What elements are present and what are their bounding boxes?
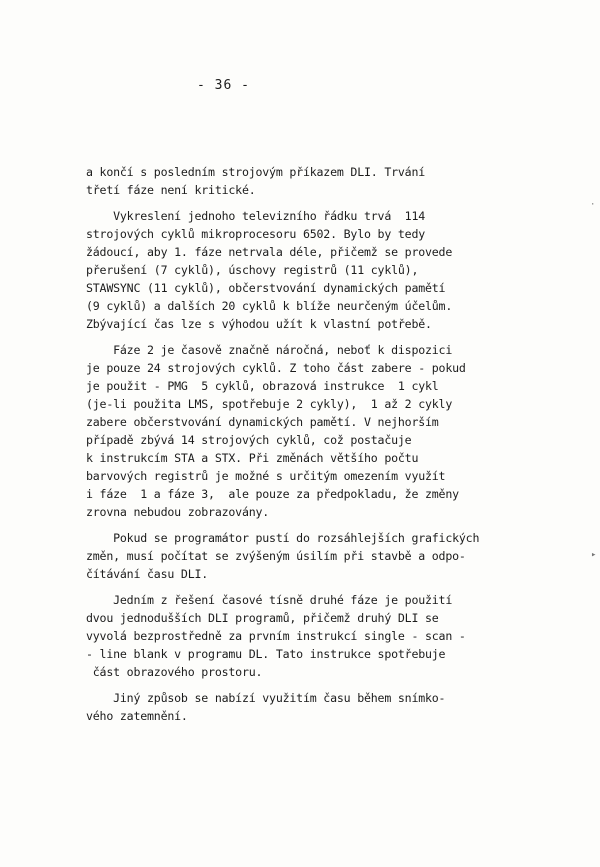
- text-line: čítávání času DLI.: [86, 567, 209, 581]
- text-line: vého zatemnění.: [86, 709, 188, 723]
- text-line: je pouze 24 strojových cyklů. Z toho část zabere - pokud: [86, 361, 466, 375]
- text-line: část obrazového prostoru.: [86, 665, 263, 679]
- text-line: STAWSYNC (11 cyklů), občerstvování dynamických pamětí: [86, 281, 446, 295]
- text-line: Vykreslení jednoho televizního řádku trvá 114: [86, 209, 426, 223]
- text-line: přerušení (7 cyklů), úschovy registrů (11 cyklů),: [86, 263, 419, 277]
- text-line: k instrukcím STA a STX. Při změnách většího počtu: [86, 451, 419, 465]
- text-line: (je-li použita LMS, spotřebuje 2 cykly), 1 až 2 cykly: [86, 397, 453, 411]
- text-line: změn, musí počítat se zvýšeným úsilím při stavbě a odpo-: [86, 549, 466, 563]
- page-number: - 36 -: [197, 78, 250, 93]
- text-line: Jiný způsob se nabízí využitím času během snímko-: [86, 691, 446, 705]
- text-line: Pokud se programátor pustí do rozsáhlejších grafických: [86, 531, 480, 545]
- text-line: vyvolá bezprostředně za prvním instrukcí single - scan -: [86, 629, 466, 643]
- text-line: (9 cyklů) a dalších 20 cyklů k blíže neurčeným účelům.: [86, 299, 453, 313]
- text-line: - line blank v programu DL. Tato instrukce spotřebuje: [86, 647, 446, 661]
- text-line: Zbývající čas lze s výhodou užít k vlastní potřebě.: [86, 317, 432, 331]
- text-line: třetí fáze není kritické.: [86, 183, 256, 197]
- text-line: strojových cyklů mikroprocesoru 6502. Bylo by tedy: [86, 227, 426, 241]
- text-line: a končí s posledním strojovým příkazem DLI. Trvání: [86, 165, 426, 179]
- text-line: i fáze 1 a fáze 3, ale pouze za předpokladu, že změny: [86, 487, 459, 501]
- margin-mark: ▸: [591, 550, 597, 560]
- text-line: žádoucí, aby 1. fáze netrvala déle, přičemž se provede: [86, 245, 453, 259]
- text-line: případě zbývá 14 strojových cyklů, což postačuje: [86, 433, 412, 447]
- text-line: zrovna nebudou zobrazovány.: [86, 505, 270, 519]
- text-line: barvových registrů je možné s určitým omezením využít: [86, 469, 446, 483]
- margin-mark: ·: [590, 200, 596, 210]
- text-line: je použit - PMG 5 cyklů, obrazová instrukce 1 cykl: [86, 379, 439, 393]
- text-line: Jedním z řešení časové tísně druhé fáze je použití: [86, 593, 453, 607]
- text-line: zabere občerstvování dynamických pamětí. V nejhorším: [86, 415, 439, 429]
- text-line: dvou jednodušších DLI programů, přičemž druhý DLI se: [86, 611, 439, 625]
- text-line: Fáze 2 je časově značně náročná, neboť k dispozici: [86, 343, 453, 357]
